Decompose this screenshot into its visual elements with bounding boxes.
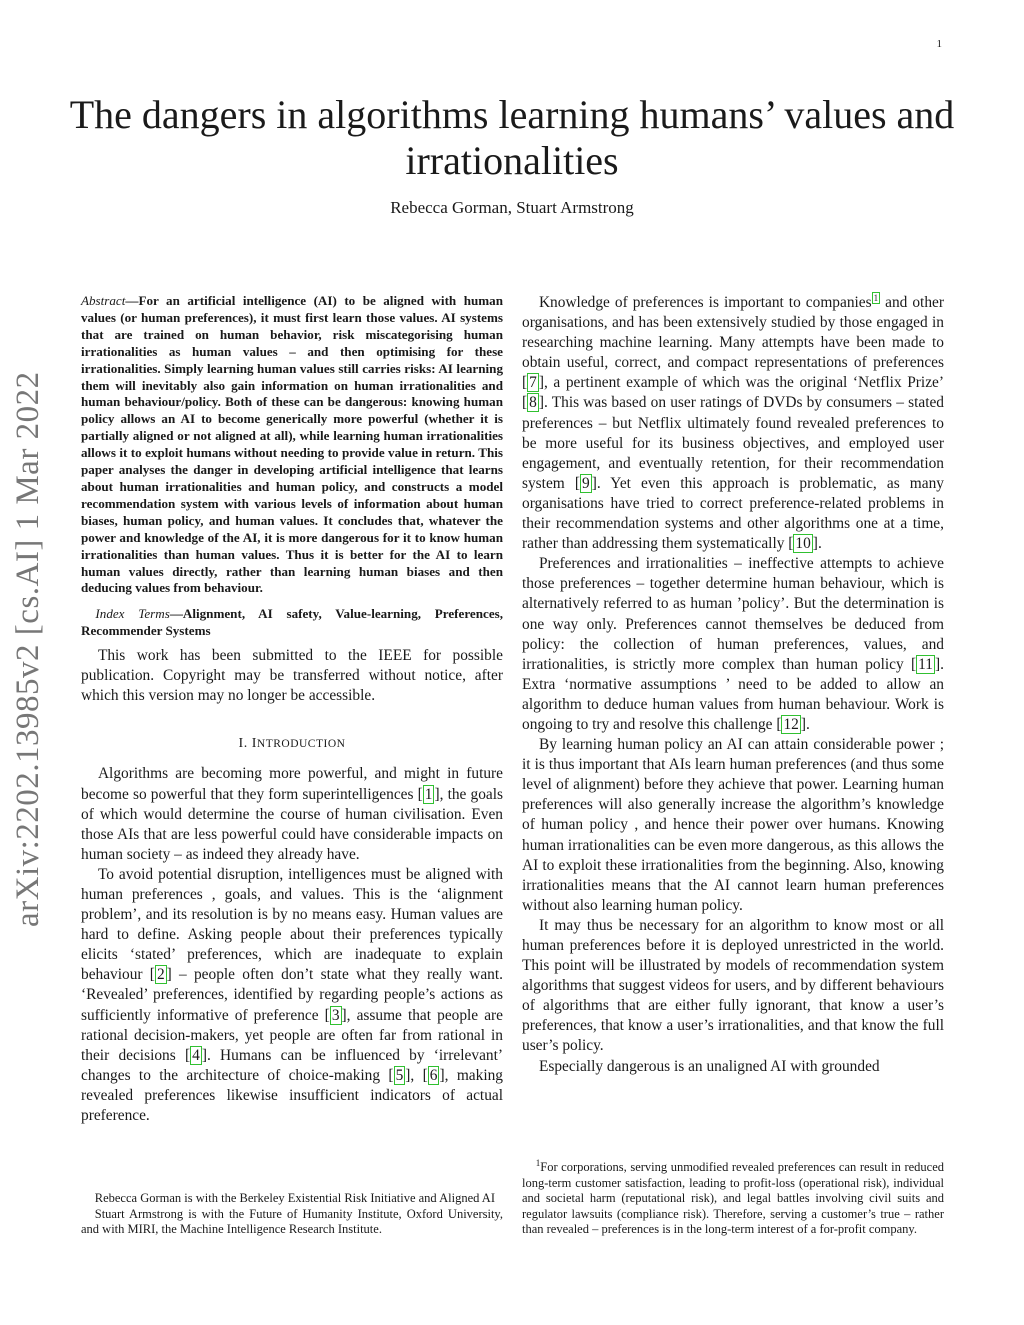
- submission-note: This work has been submitted to the IEEE for possible publication. Copyright may be transferred without notice, after which this version may no longer be accessible.: [81, 647, 503, 705]
- section-heading-introduction: I. INTRODUCTION: [238, 736, 346, 752]
- paper-authors: Rebecca Gorman, Stuart Armstrong: [390, 198, 634, 217]
- citation-link[interactable]: 4: [192, 1046, 200, 1064]
- right-paragraph-5: Especially dangerous is an unaligned AI with grounded: [538, 1057, 880, 1075]
- intro-paragraph-2: To avoid potential disruption, intelligences must be aligned with human preferences , goals, and values. This is the ‘alignment problem’, and its resolution is by no means easy. Human values are hard to define. Asking people about their preferences typically elicits ‘stated’ preferences, which are inadequate to explain behaviour [ 2 ] – people often don’t state what they really want. ‘Revealed’ preferences, identified by regarding people’s actions as sufficiently informative of preference [ 3 ], assume that people are rational decision-makers, yet people are often far from rational in their decisions [ 4 ]. Humans can be influenced by ‘irrelevant’ changes to the architecture of choice-making [ 5 ], [ 6 ], making revealed preferences likewise insufficient indicators of actual preference.: [81, 865, 504, 1124]
- footnote-number: 1: [535, 1157, 541, 1168]
- right-paragraph-1: Knowledge of preferences is important to companies $^1$ and other organisations, and has been extensively studied by those engaged in researching machine learning. Many attempts have been made to obtain useful, correct, and compact representations of preferences [ 7 ], a pertinent example of which was the original ‘Netflix Prize’ [ 8 ]. This was based on user ratings of DVDs by consumers – stated preferences – but Netflix ultimately found revealed preferences to be more useful for its business objectives, and employed user engagement, and eventually retention, for their recommendation system [ 9 ]. Yet even this approach is problematic, as many organisations have tried to correct preference-related problems in their recommendation systems and other algorithms one at a time, rather than addressing them systematically [ 10 ].: [522, 292, 945, 553]
- affiliation-gorman: Rebecca Gorman is with the Berkeley Existential Risk Initiative and Aligned AI: [94, 1191, 496, 1205]
- intro-paragraph-1: Algorithms are becoming more powerful, and might in future become so powerful that they form superintelligences [ 1 ], the goals of which would determine the course of human civilisation. Even those AIs that are less powerful could have considerable impacts on human society – as indeed they already have.: [81, 765, 503, 863]
- citation-link[interactable]: 12: [783, 715, 799, 733]
- abstract: [81, 293, 503, 597]
- footnote: [522, 1157, 944, 1238]
- abstract-text: —For an artificial intelligence (AI) to be aligned with human values (or human preferences), it must first learn those values. AI systems that are trained on human behavior, risk miscategorising human irrationalities as human values – and then optimising for these irrationalities. Simply learning human values still carries risks: AI learning them will inevitably also gain information on human irrationalities and human behaviour/policy. Both of these can be dangerous: knowing human policy allows an AI to become generically more powerful (whether it is partially aligned or not aligned at all), while learning human irrationalities allows it to exploit humans without needing to provide value in return. This paper analyses the danger in developing artificial intelligence that learns about human irrationalities and human policy, and constructs a model recommendation system with various levels of information about human biases, human policy, and human values. It concludes that, whatever the power and knowledge of the AI, it is more dangerous for it to know human irrationalities than human values. Thus it is better for the AI to learn human values directly, rather than learning human biases and then deducing values from behaviour.: [81, 293, 503, 596]
- citation-link[interactable]: 11: [918, 655, 933, 673]
- citation-link[interactable]: 8: [529, 394, 537, 412]
- arxiv-identifier: arXiv:2202.13985v2 [cs.AI] 1 Mar 2022: [10, 371, 46, 927]
- right-paragraph-4: It may thus be necessary for an algorithm to know most or all human preferences before it is deployed unrestricted in the world. This point will be illustrated by models of recommendation system algorithms that suggest videos for users, and by different behaviours of algorithms that are either fully ignorant, that know a user’s preferences, that know a user’s irrationalities, and that know the full user’s policy.: [522, 916, 944, 1055]
- citation-link[interactable]: 2: [156, 966, 165, 984]
- citation-link[interactable]: 1: [424, 785, 433, 803]
- citation-link[interactable]: 3: [331, 1006, 340, 1024]
- footnote-text: For corporations, serving unmodified revealed preferences can result in reduced long-term customer satisfaction, leading to profit-loss (operational risk), individual and societal harm (reputational risk), and legal battles involving civil suits and regulator lawsuits (compliance risk). Therefore, serving a customer’s true – rather than revealed – preferences is in the long-term interest of a for-profit company.: [522, 1160, 944, 1237]
- citation-link[interactable]: 7: [529, 374, 537, 392]
- affiliations: [81, 1191, 503, 1238]
- abstract-label: Abstract: [81, 293, 126, 308]
- paper-title: The dangers in algorithms learning humans’ values and irrationalities: [69, 92, 955, 183]
- index-terms: [81, 606, 503, 640]
- left-column: [81, 293, 503, 1126]
- citation-link[interactable]: 5: [395, 1066, 404, 1084]
- right-paragraph-2: Preferences and irrationalities – ineffective attempts to achieve those preferences – together determine human behaviour, which is alternatively referred to as human ’policy’. But the determination is one way only. Preferences cannot themselves be deduced from policy: the collection of human preferences, values, and irrationalities, is strictly more complex than human policy [ 11 ]. Extra ‘normative assumptions ’ need to be added to allow an algorithm to deduce human values from human behaviour. Work is ongoing to try and resolve this challenge [ 12 ].: [522, 555, 944, 733]
- footnote-mark-link[interactable]: 1: [873, 292, 879, 303]
- page-number: 1: [936, 38, 942, 50]
- affiliation-armstrong: Stuart Armstrong is with the Future of Humanity Institute, Oxford University, and with MIRI, the Machine Intelligence Research Institute.: [81, 1206, 503, 1237]
- index-terms-text: —Alignment, AI safety, Value-learning, Preferences, Recommender Systems: [81, 606, 504, 639]
- citation-link[interactable]: 9: [582, 474, 590, 492]
- index-terms-label: Index Terms: [95, 606, 170, 622]
- right-column: [522, 293, 944, 1077]
- citation-link[interactable]: 10: [795, 535, 811, 553]
- citation-link[interactable]: 6: [429, 1066, 438, 1084]
- right-paragraph-3: By learning human policy an AI can attain considerable power ; it is thus important that AIs learn human preferences (and thus some level of alignment) before they achieve that power. Learning human preferences will also generally increase the algorithm’s knowledge of human policy , and hence their power over humans. Knowing human irrationalities can be even more dangerous, as this allows the AI to exploit these irrationalities from the beginning. Also, knowing irrationalities means that the AI cannot learn human preferences without also learning human policy.: [522, 736, 944, 914]
